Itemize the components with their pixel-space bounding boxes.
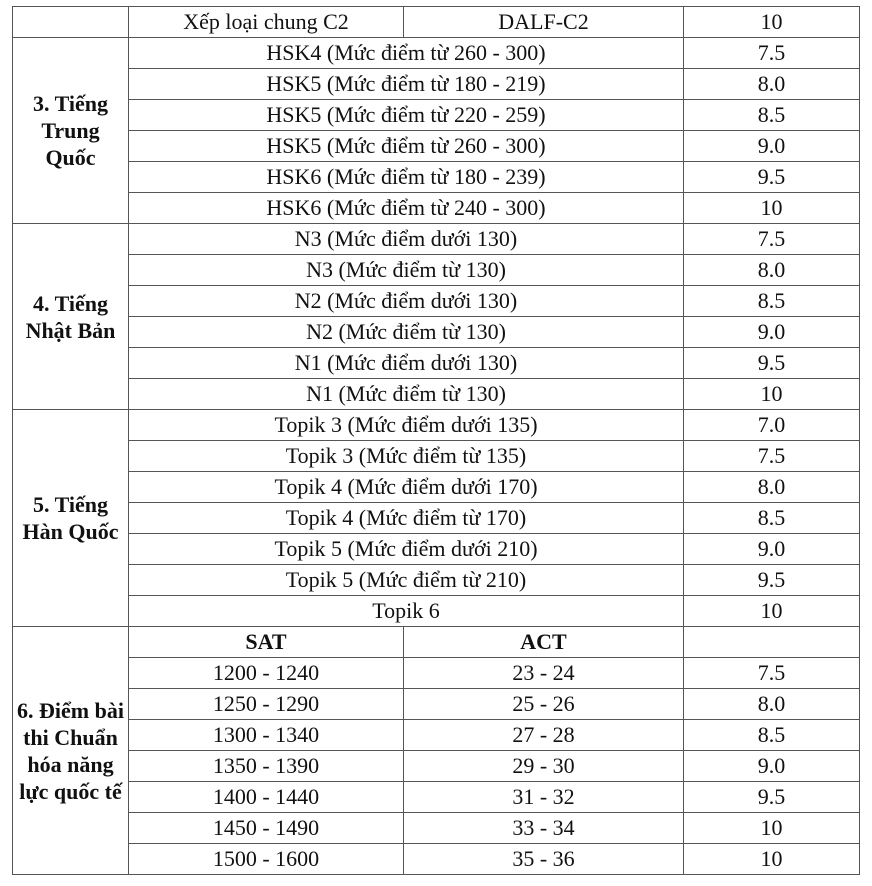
- converted-score: 7.0: [684, 410, 860, 441]
- table-row: [13, 596, 860, 627]
- level-label: HSK5 (Mức điểm từ 220 - 259): [129, 100, 684, 131]
- table-row: [13, 534, 860, 565]
- table-row: [13, 100, 860, 131]
- converted-score: 9.0: [684, 317, 860, 348]
- level-label: Topik 6: [129, 596, 684, 627]
- table-row: [13, 565, 860, 596]
- converted-score: 9.5: [684, 782, 860, 813]
- table-row: [13, 720, 860, 751]
- blank-cell: [684, 627, 860, 658]
- sat-range: 1450 - 1490: [129, 813, 404, 844]
- level-label: N2 (Mức điểm dưới 130): [129, 286, 684, 317]
- table-row: [13, 813, 860, 844]
- group-title-korean: 5. Tiếng Hàn Quốc: [13, 410, 129, 627]
- sat-range: 1350 - 1390: [129, 751, 404, 782]
- converted-score: 7.5: [684, 224, 860, 255]
- sat-range: 1300 - 1340: [129, 720, 404, 751]
- table-row: [13, 410, 860, 441]
- group-title-standardized: 6. Điểm bài thi Chuẩn hóa năng lực quốc tế: [13, 627, 129, 875]
- level-label: N1 (Mức điểm từ 130): [129, 379, 684, 410]
- converted-score: 8.0: [684, 69, 860, 100]
- group-title-japanese: 4. Tiếng Nhật Bản: [13, 224, 129, 410]
- converted-score: 8.5: [684, 720, 860, 751]
- table-row: [13, 379, 860, 410]
- sat-header: SAT: [129, 627, 404, 658]
- act-range: 33 - 34: [404, 813, 684, 844]
- sat-range: 1400 - 1440: [129, 782, 404, 813]
- level-label: HSK6 (Mức điểm từ 240 - 300): [129, 193, 684, 224]
- table-row: [13, 7, 860, 38]
- converted-score: 8.5: [684, 286, 860, 317]
- table-row: [13, 193, 860, 224]
- level-label: Topik 4 (Mức điểm dưới 170): [129, 472, 684, 503]
- converted-score: 9.0: [684, 751, 860, 782]
- level-label: Topik 3 (Mức điểm dưới 135): [129, 410, 684, 441]
- converted-score: 9.0: [684, 131, 860, 162]
- level-label: N2 (Mức điểm từ 130): [129, 317, 684, 348]
- table-row: [13, 317, 860, 348]
- level-label: N3 (Mức điểm từ 130): [129, 255, 684, 286]
- table-row: [13, 751, 860, 782]
- certificate-name: DALF-C2: [404, 7, 684, 38]
- act-range: 25 - 26: [404, 689, 684, 720]
- converted-score: 7.5: [684, 38, 860, 69]
- converted-score: 8.0: [684, 472, 860, 503]
- act-range: 35 - 36: [404, 844, 684, 875]
- table-row: [13, 286, 860, 317]
- level-label: Topik 3 (Mức điểm từ 135): [129, 441, 684, 472]
- converted-score: 10: [684, 7, 860, 38]
- table-row: [13, 782, 860, 813]
- sat-range: 1250 - 1290: [129, 689, 404, 720]
- converted-score: 8.5: [684, 503, 860, 534]
- table-row: [13, 224, 860, 255]
- act-range: 23 - 24: [404, 658, 684, 689]
- converted-score: 10: [684, 193, 860, 224]
- sat-range: 1500 - 1600: [129, 844, 404, 875]
- level-label: Topik 5 (Mức điểm từ 210): [129, 565, 684, 596]
- act-range: 31 - 32: [404, 782, 684, 813]
- level-label: HSK5 (Mức điểm từ 180 - 219): [129, 69, 684, 100]
- converted-score: 9.5: [684, 348, 860, 379]
- table-row: [13, 472, 860, 503]
- converted-score: 9.5: [684, 565, 860, 596]
- converted-score: 8.0: [684, 689, 860, 720]
- level-label: HSK4 (Mức điểm từ 260 - 300): [129, 38, 684, 69]
- converted-score: 10: [684, 844, 860, 875]
- converted-score: 10: [684, 813, 860, 844]
- table-row: [13, 38, 860, 69]
- table-row: [13, 348, 860, 379]
- table-row: [13, 441, 860, 472]
- level-label: HSK5 (Mức điểm từ 260 - 300): [129, 131, 684, 162]
- converted-score: 9.0: [684, 534, 860, 565]
- converted-score: 10: [684, 596, 860, 627]
- group-title-chinese: 3. Tiếng Trung Quốc: [13, 38, 129, 224]
- act-header: ACT: [404, 627, 684, 658]
- act-range: 27 - 28: [404, 720, 684, 751]
- table-row: [13, 503, 860, 534]
- converted-score: 9.5: [684, 162, 860, 193]
- table-row: [13, 658, 860, 689]
- table-row: [13, 689, 860, 720]
- converted-score: 8.0: [684, 255, 860, 286]
- act-range: 29 - 30: [404, 751, 684, 782]
- table-row: [13, 844, 860, 875]
- level-label: Topik 5 (Mức điểm dưới 210): [129, 534, 684, 565]
- table-row: [13, 162, 860, 193]
- level-label: HSK6 (Mức điểm từ 180 - 239): [129, 162, 684, 193]
- table-row: [13, 627, 860, 658]
- level-label: N1 (Mức điểm dưới 130): [129, 348, 684, 379]
- table-row: [13, 69, 860, 100]
- level-label: Topik 4 (Mức điểm từ 170): [129, 503, 684, 534]
- blank-cell: [13, 7, 129, 38]
- score-conversion-table: [12, 6, 860, 875]
- table-row: [13, 255, 860, 286]
- converted-score: 10: [684, 379, 860, 410]
- table-row: [13, 131, 860, 162]
- converted-score: 7.5: [684, 441, 860, 472]
- level-label: N3 (Mức điểm dưới 130): [129, 224, 684, 255]
- level-label: Xếp loại chung C2: [129, 7, 404, 38]
- converted-score: 7.5: [684, 658, 860, 689]
- sat-range: 1200 - 1240: [129, 658, 404, 689]
- converted-score: 8.5: [684, 100, 860, 131]
